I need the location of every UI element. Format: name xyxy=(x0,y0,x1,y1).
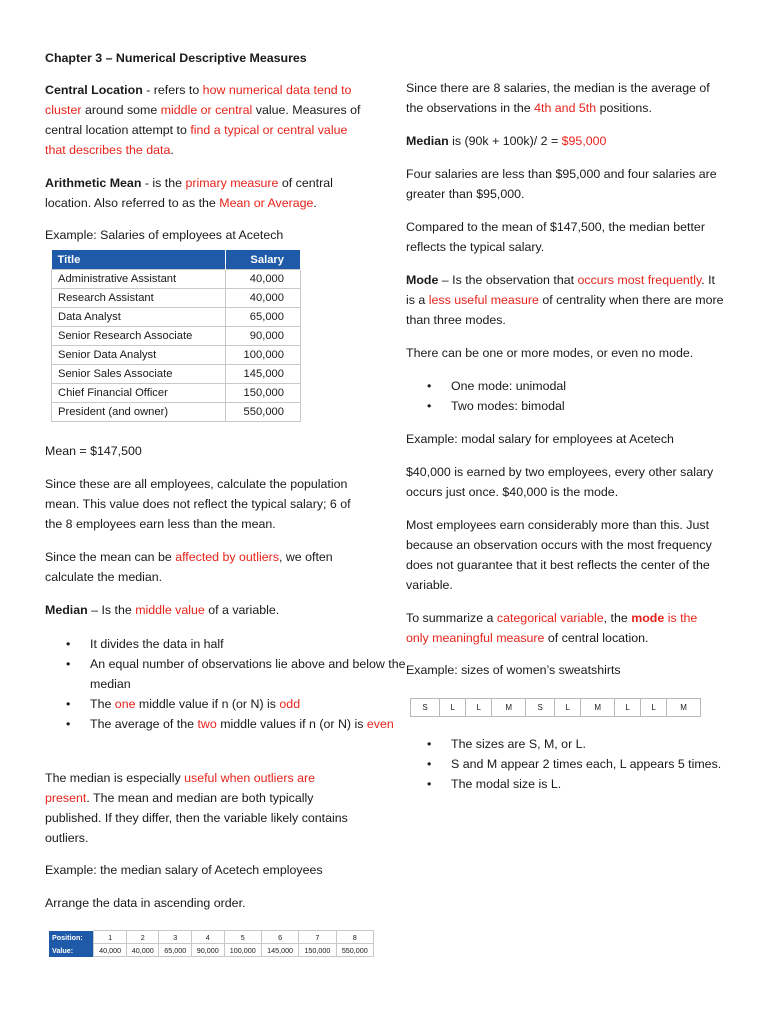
size-cell: M xyxy=(581,699,615,717)
text-run: Since the mean can be xyxy=(45,550,176,564)
position-row xyxy=(49,931,374,944)
size-cell: M xyxy=(667,699,701,717)
list-item: • Two modes: bimodal xyxy=(451,396,566,416)
position-label: Position: xyxy=(49,931,94,944)
text-run: . xyxy=(313,196,317,210)
salary-table-body xyxy=(52,270,301,422)
position-cell: 2 xyxy=(126,931,159,944)
position-value-table xyxy=(49,930,374,957)
highlight-run: two xyxy=(197,717,217,731)
position-cell: 4 xyxy=(192,931,225,944)
list-item: • The sizes are S, M, or L. xyxy=(451,734,768,754)
size-row xyxy=(411,699,701,717)
salary-cell: 145,000 xyxy=(226,365,301,384)
list-item: • One mode: unimodal xyxy=(451,376,566,396)
median-calculation xyxy=(406,131,606,151)
text-run: of central location. Also referred to as the xyxy=(45,176,333,210)
page-title: Chapter 3 – Numerical Descriptive Measures xyxy=(45,51,307,65)
list-item: • S and M appear 2 times each, L appears 5 times. xyxy=(451,754,768,774)
text-run: positions. xyxy=(596,101,652,115)
title-cell: Senior Research Associate xyxy=(52,327,226,346)
highlight-run: one xyxy=(114,697,136,711)
title-cell: Research Assistant xyxy=(52,289,226,308)
text-run: is (90k + 100k)/ 2 = xyxy=(448,134,562,148)
four-salaries-paragraph: Four salaries are less than $95,000 and four salaries are greater than $95,000. xyxy=(406,167,717,201)
mode-bullet-list xyxy=(406,376,566,416)
size-bullet-list xyxy=(406,734,768,794)
text-run: middle value if n (or N) is xyxy=(135,697,280,711)
highlight-run: odd xyxy=(279,697,301,711)
list-item: • An equal number of observations lie above and below the median xyxy=(90,654,410,694)
table-row xyxy=(52,365,301,384)
list-item xyxy=(90,694,410,714)
highlight-run: affected by outliers xyxy=(175,550,279,564)
text-run: . It is a xyxy=(406,273,716,307)
title-cell: Administrative Assistant xyxy=(52,270,226,289)
highlight-run: primary measure xyxy=(185,176,279,190)
size-cell: S xyxy=(411,699,440,717)
text-run: , we often calculate the median. xyxy=(45,550,333,584)
example-sizes-label: Example: sizes of women’s sweatshirts xyxy=(406,663,621,677)
mode-definition xyxy=(406,270,726,330)
salary-table-header-row xyxy=(52,250,301,270)
arithmetic-mean-paragraph xyxy=(45,173,350,213)
value-cell: 65,000 xyxy=(159,944,192,957)
text-run: The average of the xyxy=(90,717,198,731)
highlight-run: middle value xyxy=(135,603,205,617)
text-run: . The mean and median are both typically published. If they differ, then the variable likely contains outliers. xyxy=(45,791,348,845)
eight-salaries-paragraph xyxy=(406,78,721,118)
highlight-run: $95,000 xyxy=(561,134,607,148)
highlight-run: categorical variable xyxy=(496,611,604,625)
position-cell: 8 xyxy=(336,931,373,944)
forty-paragraph: $40,000 is earned by two employees, every other salary occurs just once. $40,000 is the mode. xyxy=(406,465,714,499)
text-run: middle values if n (or N) is xyxy=(216,717,367,731)
highlight-run: is the only meaningful measure xyxy=(406,611,698,645)
compared-paragraph: Compared to the mean of $147,500, the median better reflects the typical salary. xyxy=(406,220,705,254)
salary-cell: 40,000 xyxy=(226,270,301,289)
median-useful-paragraph xyxy=(45,768,363,848)
median-bullet-list xyxy=(45,634,410,734)
highlight-run: useful when outliers are present xyxy=(45,771,315,805)
value-cell: 40,000 xyxy=(94,944,127,957)
most-employees-paragraph: Most employees earn considerably more than this. Just because an observation occurs with the most frequency does not guarantee that it best reflects the center of the variable. xyxy=(406,518,712,592)
title-cell: Senior Data Analyst xyxy=(52,346,226,365)
text-run: – Is the observation that xyxy=(438,273,578,287)
table-row xyxy=(52,289,301,308)
value-cell: 40,000 xyxy=(126,944,159,957)
salary-table xyxy=(51,250,301,422)
outliers-paragraph xyxy=(45,547,360,587)
title-cell: Senior Sales Associate xyxy=(52,365,226,384)
salary-cell: 150,000 xyxy=(226,384,301,403)
highlight-run: how numerical data tend to cluster xyxy=(45,83,352,117)
list-item xyxy=(90,714,410,734)
salary-cell: 550,000 xyxy=(226,403,301,422)
column-header-salary: Salary xyxy=(226,250,301,270)
table-row xyxy=(52,346,301,365)
example-salaries-label: Example: Salaries of employees at Acetech xyxy=(45,228,284,242)
value-label: Value: xyxy=(49,944,94,957)
value-cell: 100,000 xyxy=(224,944,261,957)
median-definition xyxy=(45,600,279,620)
size-cell: L xyxy=(615,699,641,717)
size-cell: L xyxy=(641,699,667,717)
text-run: around some xyxy=(81,103,161,117)
value-cell: 550,000 xyxy=(336,944,373,957)
text-run: To summarize a xyxy=(406,611,497,625)
table-row xyxy=(52,384,301,403)
value-cell: 145,000 xyxy=(261,944,298,957)
arithmetic-mean-term: Arithmetic Mean xyxy=(45,176,142,190)
highlight-run: mode xyxy=(631,611,665,625)
highlight-run: 4th and 5th xyxy=(534,101,597,115)
highlight-run: middle or central xyxy=(160,103,253,117)
arrange-label: Arrange the data in ascending order. xyxy=(45,896,246,910)
salary-cell: 90,000 xyxy=(226,327,301,346)
size-cell: L xyxy=(466,699,492,717)
highlight-run: find a typical or central value that describes the data xyxy=(45,123,348,157)
mean-value: Mean = $147,500 xyxy=(45,444,142,458)
position-cell: 1 xyxy=(94,931,127,944)
salary-cell: 40,000 xyxy=(226,289,301,308)
median-term: Median xyxy=(406,134,449,148)
value-cell: 150,000 xyxy=(299,944,336,957)
table-row xyxy=(52,403,301,422)
highlight-run: Mean or Average xyxy=(219,196,314,210)
highlight-run: less useful measure xyxy=(428,293,539,307)
size-cell: L xyxy=(440,699,466,717)
text-run: The median is especially xyxy=(45,771,185,785)
position-cell: 5 xyxy=(224,931,261,944)
text-run: - refers to xyxy=(142,83,203,97)
sweatshirt-size-table xyxy=(410,698,701,717)
size-cell: M xyxy=(492,699,526,717)
size-cell: L xyxy=(555,699,581,717)
salary-cell: 100,000 xyxy=(226,346,301,365)
highlight-run: even xyxy=(366,717,394,731)
position-cell: 6 xyxy=(261,931,298,944)
population-paragraph: Since these are all employees, calculate the population mean. This value does not reflect the typical salary; 6 of the 8 employees earn less than the mean. xyxy=(45,477,351,531)
text-run: of central location. xyxy=(544,631,649,645)
text-run: . xyxy=(170,143,174,157)
modes-count-paragraph: There can be one or more modes, or even no mode. xyxy=(406,346,694,360)
list-item: • It divides the data in half xyxy=(90,634,410,654)
text-run: - is the xyxy=(141,176,186,190)
salary-cell: 65,000 xyxy=(226,308,301,327)
central-location-term: Central Location xyxy=(45,83,143,97)
position-cell: 7 xyxy=(299,931,336,944)
value-cell: 90,000 xyxy=(192,944,225,957)
text-run: value. Measures of central location attempt to xyxy=(45,103,361,137)
example-modal-label: Example: modal salary for employees at Acetech xyxy=(406,432,674,446)
central-location-paragraph xyxy=(45,80,365,160)
text-run: The xyxy=(90,697,115,711)
title-cell: Data Analyst xyxy=(52,308,226,327)
median-term: Median xyxy=(45,603,88,617)
summarize-paragraph xyxy=(406,608,721,648)
table-row xyxy=(52,308,301,327)
title-cell: President (and owner) xyxy=(52,403,226,422)
example-median-label: Example: the median salary of Acetech employees xyxy=(45,863,323,877)
table-row xyxy=(52,327,301,346)
text-run: of a variable. xyxy=(204,603,280,617)
text-run: – Is the xyxy=(87,603,136,617)
text-run: of centrality when there are more than three modes. xyxy=(406,293,724,327)
position-cell: 3 xyxy=(159,931,192,944)
title-cell: Chief Financial Officer xyxy=(52,384,226,403)
column-header-title: Title xyxy=(52,250,226,270)
list-item: • The modal size is L. xyxy=(451,774,768,794)
text-run: , the xyxy=(603,611,632,625)
table-row xyxy=(52,270,301,289)
mode-term: Mode xyxy=(406,273,439,287)
text-run: Since there are 8 salaries, the median is the average of the observations in the xyxy=(406,81,710,115)
size-cell: S xyxy=(526,699,555,717)
value-row xyxy=(49,944,374,957)
highlight-run: occurs most frequently xyxy=(577,273,702,287)
